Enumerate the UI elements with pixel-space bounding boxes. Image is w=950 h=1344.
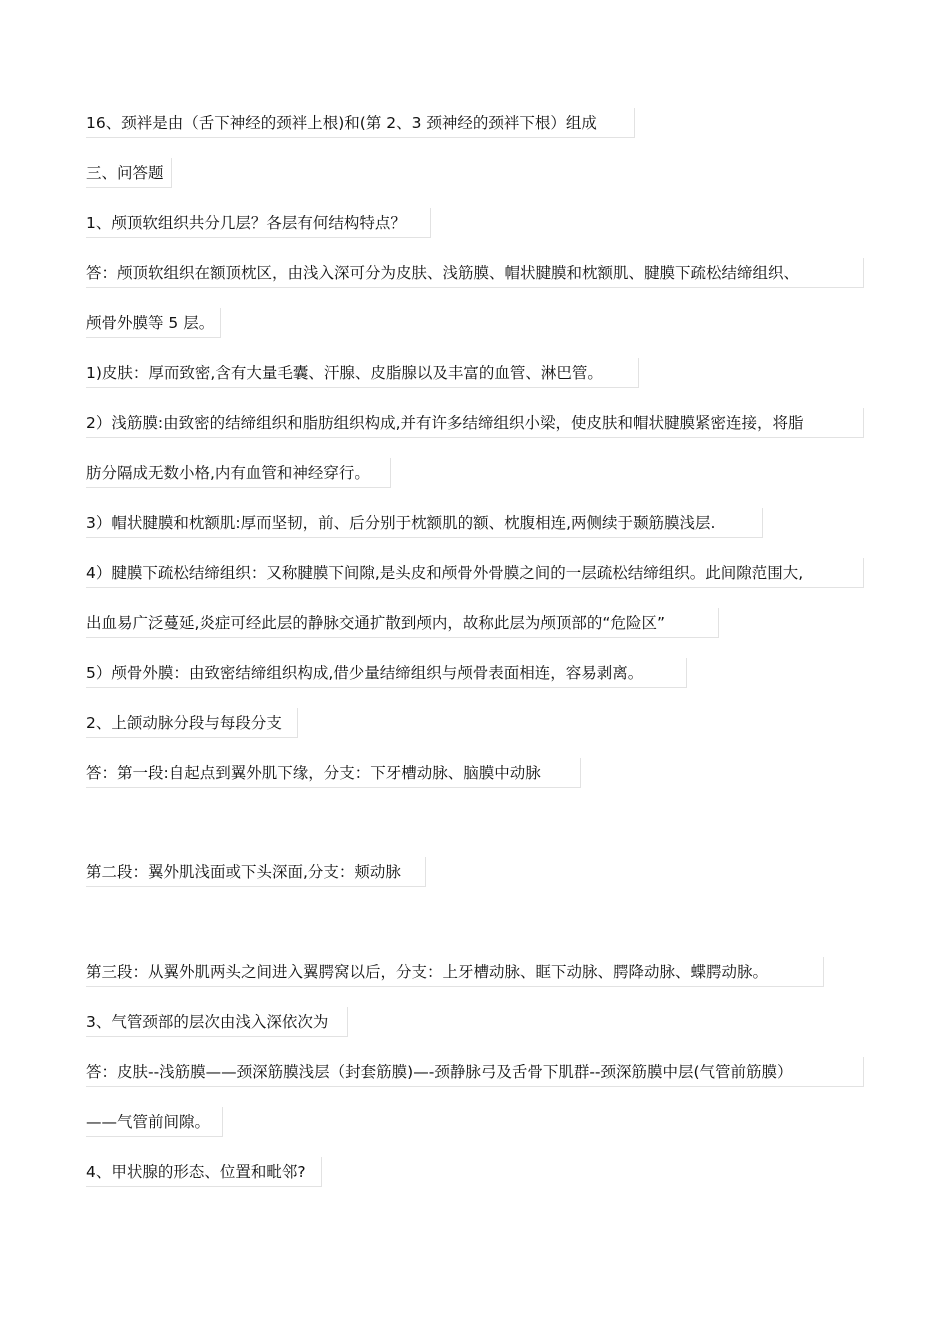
question-3: 3、气管颈部的层次由浅入深依次为 [86,1007,348,1037]
answer-1-item-4-line-2: 出血易广泛蔓延,炎症可经此层的静脉交通扩散到颅内，故称此层为颅顶部的“危险区” [86,608,719,638]
answer-2-line-1: 答：第一段:自起点到翼外肌下缘，分支：下牙槽动脉、脑膜中动脉 [86,758,581,788]
answer-1-item-4-line-1: 4）腱膜下疏松结缔组织：又称腱膜下间隙,是头皮和颅骨外骨膜之间的一层疏松结缔组织。此间隙范围大, [86,558,864,588]
section-heading: 三、问答题 [86,158,172,188]
answer-2-line-3: 第三段：从翼外肌两头之间进入翼腭窝以后，分支：上牙槽动脉、眶下动脉、腭降动脉、蝶腭动脉。 [86,957,824,987]
answer-1-item-2-line-1: 2）浅筋膜:由致密的结缔组织和脂肪组织构成,并有许多结缔组织小梁，使皮肤和帽状腱膜紧密连接，将脂 [86,408,864,438]
answer-3-line-2: ——气管前间隙。 [86,1107,223,1137]
question-4: 4、甲状腺的形态、位置和毗邻? [86,1157,322,1187]
question-2: 2、上颌动脉分段与每段分支 [86,708,298,738]
answer-1-item-5: 5）颅骨外膜：由致密结缔组织构成,借少量结缔组织与颅骨表面相连，容易剥离。 [86,658,687,688]
answer-1-item-1: 1)皮肤：厚而致密,含有大量毛囊、汗腺、皮脂腺以及丰富的血管、淋巴管。 [86,358,639,388]
answer-1-line-2: 颅骨外膜等 5 层。 [86,308,221,338]
answer-1-line-1: 答：颅顶软组织在额顶枕区，由浅入深可分为皮肤、浅筋膜、帽状腱膜和枕额肌、腱膜下疏松结缔组织、 [86,258,864,288]
text-line-1: 16、颈袢是由（舌下神经的颈袢上根)和(第 2、3 颈神经的颈袢下根）组成 [86,108,635,138]
question-1: 1、颅顶软组织共分几层？各层有何结构特点？ [86,208,431,238]
answer-2-line-2: 第二段：翼外肌浅面或下头深面,分支：颊动脉 [86,857,426,887]
answer-3-line-1: 答：皮肤--浅筋膜——颈深筋膜浅层（封套筋膜)—-颈静脉弓及舌骨下肌群--颈深筋膜中层(气管前筋膜） [86,1057,864,1087]
answer-1-item-3: 3）帽状腱膜和枕额肌:厚而坚韧，前、后分别于枕额肌的额、枕腹相连,两侧续于颞筋膜浅层. [86,508,763,538]
answer-1-item-2-line-2: 肪分隔成无数小格,内有血管和神经穿行。 [86,458,391,488]
